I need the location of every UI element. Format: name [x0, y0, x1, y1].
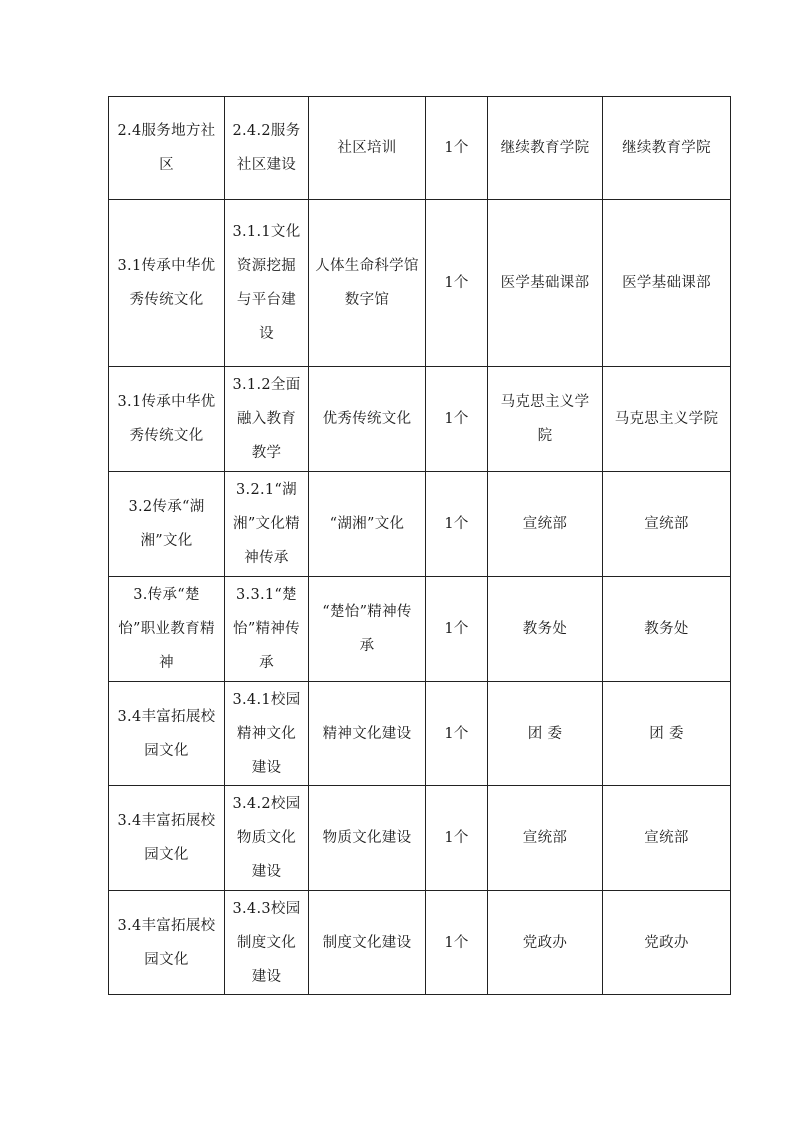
- table-row: [109, 577, 731, 682]
- task-table: [108, 96, 731, 995]
- subproject-cell: 3.1.2全面融入教育教学: [225, 367, 309, 472]
- task-cell: “楚怡”精神传承: [309, 577, 426, 682]
- task-cell: 人体生命科学馆数字馆: [309, 200, 426, 367]
- project-cell: 3.2传承“湖湘”文化: [109, 472, 225, 577]
- task-cell: 优秀传统文化: [309, 367, 426, 472]
- quantity-cell: 1个: [426, 891, 488, 995]
- lead-dept-cell: 团 委: [488, 682, 603, 786]
- quantity-cell: 1个: [426, 472, 488, 577]
- quantity-cell: 1个: [426, 682, 488, 786]
- subproject-cell: 2.4.2服务社区建设: [225, 97, 309, 200]
- subproject-cell: 3.4.3校园制度文化建设: [225, 891, 309, 995]
- quantity-cell: 1个: [426, 367, 488, 472]
- task-cell: 精神文化建设: [309, 682, 426, 786]
- lead-dept-cell: 马克思主义学院: [488, 367, 603, 472]
- project-cell: 3.1传承中华优秀传统文化: [109, 367, 225, 472]
- project-cell: 2.4服务地方社区: [109, 97, 225, 200]
- task-cell: 制度文化建设: [309, 891, 426, 995]
- subproject-cell: 3.1.1文化资源挖掘与平台建设: [225, 200, 309, 367]
- subproject-cell: 3.2.1“湖湘”文化精神传承: [225, 472, 309, 577]
- table-row: [109, 472, 731, 577]
- table-row: [109, 97, 731, 200]
- table-row: [109, 682, 731, 786]
- resp-dept-cell: 团 委: [603, 682, 731, 786]
- resp-dept-cell: 党政办: [603, 891, 731, 995]
- project-cell: 3.传承“楚怡”职业教育精神: [109, 577, 225, 682]
- quantity-cell: 1个: [426, 200, 488, 367]
- quantity-cell: 1个: [426, 577, 488, 682]
- resp-dept-cell: 教务处: [603, 577, 731, 682]
- project-cell: 3.4丰富拓展校园文化: [109, 786, 225, 891]
- resp-dept-cell: 继续教育学院: [603, 97, 731, 200]
- table-row: [109, 200, 731, 367]
- table-row: [109, 367, 731, 472]
- resp-dept-cell: 医学基础课部: [603, 200, 731, 367]
- resp-dept-cell: 马克思主义学院: [603, 367, 731, 472]
- lead-dept-cell: 宣统部: [488, 472, 603, 577]
- quantity-cell: 1个: [426, 786, 488, 891]
- task-cell: “湖湘”文化: [309, 472, 426, 577]
- subproject-cell: 3.4.1校园精神文化建设: [225, 682, 309, 786]
- lead-dept-cell: 教务处: [488, 577, 603, 682]
- table-row: [109, 786, 731, 891]
- lead-dept-cell: 宣统部: [488, 786, 603, 891]
- project-cell: 3.4丰富拓展校园文化: [109, 682, 225, 786]
- resp-dept-cell: 宣统部: [603, 472, 731, 577]
- project-cell: 3.4丰富拓展校园文化: [109, 891, 225, 995]
- subproject-cell: 3.4.2校园物质文化建设: [225, 786, 309, 891]
- subproject-cell: 3.3.1“楚怡”精神传承: [225, 577, 309, 682]
- lead-dept-cell: 医学基础课部: [488, 200, 603, 367]
- task-cell: 物质文化建设: [309, 786, 426, 891]
- task-cell: 社区培训: [309, 97, 426, 200]
- project-cell: 3.1传承中华优秀传统文化: [109, 200, 225, 367]
- resp-dept-cell: 宣统部: [603, 786, 731, 891]
- quantity-cell: 1个: [426, 97, 488, 200]
- lead-dept-cell: 党政办: [488, 891, 603, 995]
- table-row: [109, 891, 731, 995]
- lead-dept-cell: 继续教育学院: [488, 97, 603, 200]
